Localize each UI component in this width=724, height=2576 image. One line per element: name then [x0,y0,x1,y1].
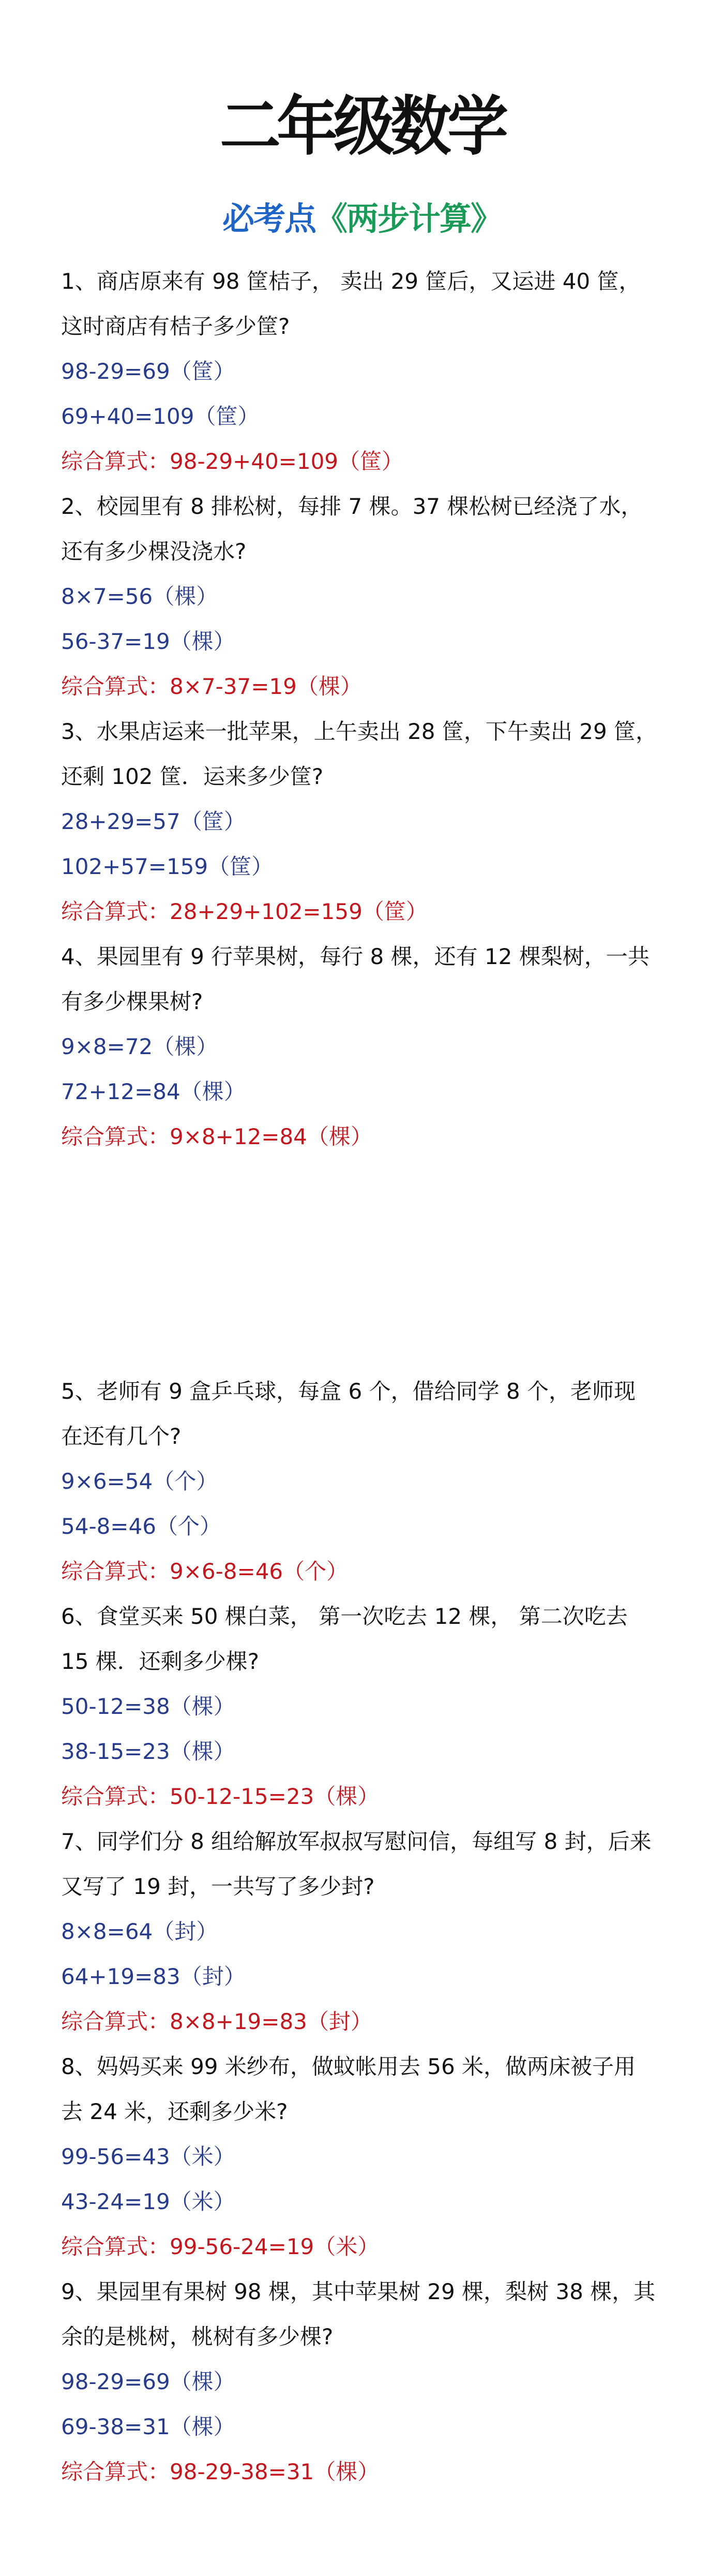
problem-2-step-2: 56-37=19（棵） [61,629,235,654]
problem-1-question-line-2: 这时商店有桔子多少筐? [61,314,290,339]
problem-3-question-line-2: 还剩 102 筐．运来多少筐? [61,764,324,789]
problem-2-question-line-2: 还有多少棵没浇水? [61,539,247,564]
problem-9-question-line-2: 余的是桃树，桃树有多少棵? [61,2324,334,2349]
problem-6-step-1: 50-12=38（棵） [61,1694,235,1719]
problem-8 [61,2044,682,2269]
problem-9 [61,2269,682,2494]
problem-8-question-line-1: 8、妈妈买来 99 米纱布，做蚊帐用去 56 米，做两床被子用 [61,2054,636,2079]
problem-3-step-2: 102+57=159（筐） [61,854,274,879]
problem-group-1 [61,259,682,1159]
problem-6-question-line-1: 6、食堂买来 50 棵白菜， 第一次吃去 12 棵， 第二次吃去 [61,1604,628,1629]
problem-3-combined-formula: 综合算式：28+29+102=159（筐） [61,899,428,924]
problem-7-step-2: 64+19=83（封） [61,1964,246,1989]
problem-8-question-line-2: 去 24 米，还剩多少米? [61,2099,288,2124]
problem-5-question-line-2: 在还有几个? [61,1424,182,1449]
problem-7-question-line-2: 又写了 19 封，一共写了多少封? [61,1874,375,1899]
subtitle-prefix: 必考点 [222,200,315,238]
problem-4 [61,934,682,1159]
problem-1-step-1: 98-29=69（筐） [61,359,235,384]
problem-9-step-2: 69-38=31（棵） [61,2414,235,2439]
subtitle-topic: 《两步计算》 [315,200,502,238]
problem-9-combined-formula: 综合算式：98-29-38=31（棵） [61,2459,380,2484]
problem-1-step-2: 69+40=109（筐） [61,404,260,429]
problem-4-step-2: 72+12=84（棵） [61,1079,246,1104]
problem-9-question-line-1: 9、果园里有果树 98 棵，其中苹果树 29 棵，梨树 38 棵，其 [61,2279,656,2304]
problem-3-step-1: 28+29=57（筐） [61,809,246,834]
problem-6-step-2: 38-15=23（棵） [61,1739,235,1764]
problem-7-question-line-1: 7、同学们分 8 组给解放军叔叔写慰问信，每组写 8 封，后来 [61,1829,652,1854]
problem-9-step-1: 98-29=69（棵） [61,2369,235,2394]
problem-2-combined-formula: 综合算式：8×7-37=19（棵） [61,674,362,699]
problem-5-question-line-1: 5、老师有 9 盒乒乓球，每盒 6 个，借给同学 8 个，老师现 [61,1379,636,1404]
problem-5 [61,1369,682,1594]
problem-6 [61,1594,682,1819]
problem-8-step-1: 99-56=43（米） [61,2144,235,2169]
problem-5-step-2: 54-8=46（个） [61,1514,221,1539]
problem-3-question-line-1: 3、水果店运来一批苹果，上午卖出 28 筐，下午卖出 29 筐， [61,719,658,744]
problem-1 [61,259,682,484]
problem-3 [61,709,682,934]
problem-2-question-line-1: 2、校园里有 8 排松树，每排 7 棵。37 棵松树已经浇了水， [61,494,643,519]
page-subtitle [0,200,724,238]
problem-4-question-line-1: 4、果园里有 9 行苹果树，每行 8 棵，还有 12 棵梨树，一共 [61,944,650,969]
problem-1-combined-formula: 综合算式：98-29+40=109（筐） [61,449,404,474]
problem-6-combined-formula: 综合算式：50-12-15=23（棵） [61,1784,380,1809]
problem-7-step-1: 8×8=64（封） [61,1919,218,1944]
problem-7-combined-formula: 综合算式：8×8+19=83（封） [61,2009,372,2034]
problem-group-2 [61,1369,682,2494]
page-title: 二年级数学 [219,88,504,164]
problem-4-question-line-2: 有多少棵果树? [61,989,203,1014]
problem-2 [61,484,682,709]
problem-8-combined-formula: 综合算式：99-56-24=19（米） [61,2234,380,2259]
problem-5-step-1: 9×6=54（个） [61,1469,218,1494]
problem-7 [61,1819,682,2044]
problem-1-question-line-1: 1、商店原来有 98 筐桔子， 卖出 29 筐后，又运进 40 筐， [61,269,641,294]
problem-4-step-1: 9×8=72（棵） [61,1034,218,1059]
problem-2-step-1: 8×7=56（棵） [61,584,218,609]
problem-8-step-2: 43-24=19（米） [61,2189,235,2214]
problem-6-question-line-2: 15 棵．还剩多少棵? [61,1649,260,1674]
problem-5-combined-formula: 综合算式：9×6-8=46（个） [61,1559,349,1584]
problem-4-combined-formula: 综合算式：9×8+12=84（棵） [61,1124,372,1149]
